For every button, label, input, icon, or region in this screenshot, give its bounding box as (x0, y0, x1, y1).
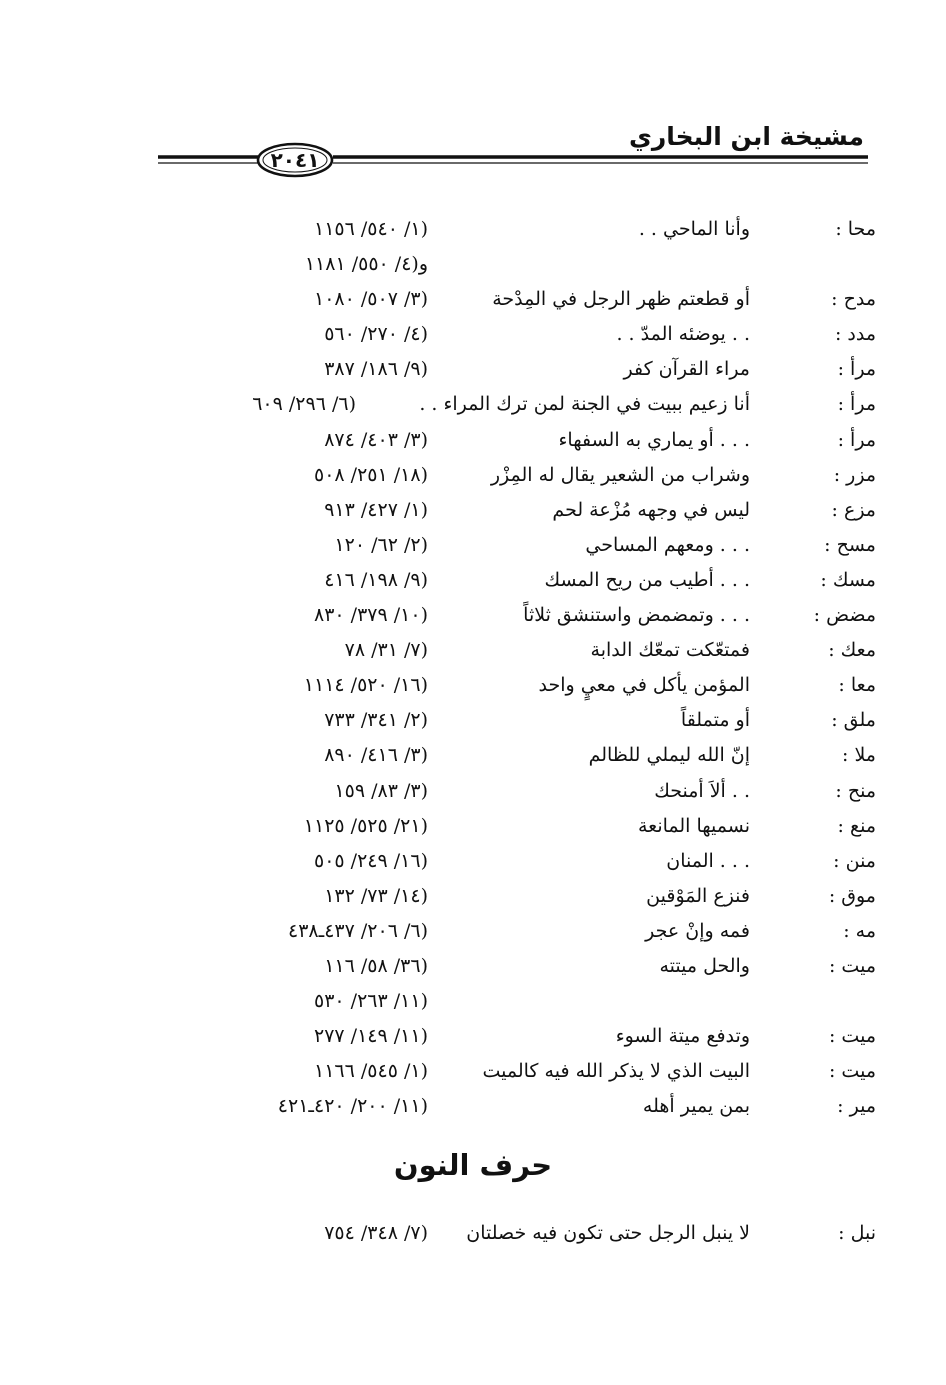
entry-row (0, 738, 946, 773)
running-title: مشيخة ابن البخاري (628, 122, 864, 151)
entry-text: وأنا الماحي . . (638, 218, 750, 240)
entry-text: المؤمن يأكل في معيٍ واحد (538, 674, 750, 697)
entry-ref: (٦/ ٢٠٦/ ٤٣٧ـ٤٣٨ (288, 919, 428, 942)
entry-row (0, 1089, 946, 1124)
entry-text: . . . المنان (666, 849, 750, 872)
entry-row (0, 598, 946, 633)
entry-ref: (١٤/ ٧٣/ ١٣٢ (324, 884, 428, 907)
entry-row (0, 844, 946, 879)
entry-row (0, 809, 946, 844)
entry-root: معا : (838, 674, 876, 697)
entry-text: أو متملقاً (680, 709, 750, 732)
entry-root: محا : (835, 218, 876, 240)
entry-root: مير : (837, 1095, 876, 1118)
entry-row (0, 247, 946, 282)
entry-root: منح : (835, 779, 876, 802)
entry-row (0, 317, 946, 352)
entry-row (0, 984, 946, 1019)
entry-row (0, 387, 946, 422)
entry-text: . . . ومعهم المساحي (585, 533, 750, 556)
entry-ref: (١١/ ٢٠٠/ ٤٢٠ـ٤٢١ (277, 1095, 428, 1118)
entry-root: ملق : (831, 709, 876, 732)
entry-root: مدح : (831, 288, 876, 311)
entry-root: مه : (843, 919, 876, 942)
entry-row (0, 1054, 946, 1089)
entry-row (0, 458, 946, 493)
entry-root: ميت : (828, 954, 876, 977)
entry-ref: (٣/ ٤٠٣/ ٨٧٤ (324, 428, 428, 451)
entry-text: البيت الذي لا يذكر الله فيه كالميت (482, 1060, 750, 1083)
entry-text: . . ألاَ أمنحك (654, 779, 750, 802)
page-number: ٢٠٤١ (270, 148, 320, 172)
entry-text: . . . أو يماري به السفهاء (558, 428, 750, 451)
entry-row (0, 703, 946, 738)
entry-ref: (٣٦/ ٥٨/ ١١٦ (324, 954, 428, 977)
entry-ref: (٢١/ ٥٢٥/ ١١٢٥ (303, 814, 428, 837)
entry-row (0, 879, 946, 914)
entry-ref: (١٠/ ٣٧٩/ ٨٣٠ (314, 604, 428, 627)
entries-list (0, 212, 946, 1124)
entry-row (0, 1019, 946, 1054)
entry-root: ميت : (828, 1025, 876, 1048)
entry-text: . . . أطيب من ريح المسك (544, 568, 750, 591)
entry-text: . . يوضئه المدّ . . (616, 323, 750, 346)
entry-root: ملا : (842, 744, 876, 767)
entry-text: إنّ الله ليملي للظالم (588, 744, 750, 767)
entry-ref: (٧/ ٣٤٨/ ٧٥٤ (324, 1222, 428, 1244)
entry-ref: (١٨/ ٢٥١/ ٥٠٨ (314, 463, 428, 486)
entry-text: بمن يمير أهله (642, 1095, 750, 1118)
entry-text: أنا زعيم ببيت في الجنة لمن ترك المراء . . (419, 393, 750, 416)
entry-root: منع : (837, 814, 876, 837)
entry-ref: (٢/ ٦٢/ ١٢٠ (334, 533, 428, 556)
entry-ref: (١/ ٤٢٧/ ٩١٣ (324, 498, 428, 521)
entry-ref: (٧/ ٣١/ ٧٨ (344, 639, 428, 662)
entry-row (0, 949, 946, 984)
entry-ref: (٦/ ٢٩٦/ ٦٠٩ (252, 393, 356, 416)
entry-row (0, 493, 946, 528)
entry-root: مسح : (824, 533, 876, 556)
entry-text: والحل ميتته (659, 954, 750, 977)
entry-ref: و(٤/ ٥٥٠/ ١١٨١ (304, 253, 428, 276)
entry-ref: (١/ ٥٤٥/ ١١٦٦ (314, 1060, 428, 1083)
entry-text: فمتعّكت تمعّك الدابة (590, 639, 750, 662)
entry-text: وشراب من الشعير يقال له المِزْر (490, 463, 750, 486)
entry-text: . . . وتمضمض واستنشق ثلاثاً (523, 604, 750, 627)
entry-text: فمه وإنْ عجر (645, 919, 750, 942)
entry-row (0, 423, 946, 458)
entry-row (0, 1216, 946, 1251)
entry-root: مرأ : (837, 393, 876, 416)
entry-ref: (٤/ ٢٧٠/ ٥٦٠ (324, 323, 428, 346)
entry-root: نبل : (838, 1222, 876, 1244)
entry-root: مدد : (834, 323, 876, 346)
entry-row (0, 774, 946, 809)
entry-text: فنزع المَوْقين (646, 884, 750, 907)
section-title: حرف النون (393, 1148, 553, 1182)
entry-root: مرأ : (837, 358, 876, 381)
entry-text: مراء القرآن كفر (623, 358, 750, 381)
entry-row (0, 352, 946, 387)
entry-ref: (٩/ ١٩٨/ ٤١٦ (324, 568, 428, 591)
entry-root: مرأ : (837, 428, 876, 451)
entry-root: مضض : (813, 604, 876, 627)
entry-row (0, 668, 946, 703)
header-rule (158, 140, 868, 180)
section-entries-list (0, 1216, 946, 1251)
entry-root: موق : (828, 884, 876, 907)
entry-row (0, 212, 946, 247)
entry-ref: (٩/ ١٨٦/ ٣٨٧ (324, 358, 428, 381)
entry-text: وتدفع ميتة السوء (615, 1025, 750, 1048)
entry-ref: (٣/ ٨٣/ ١٥٩ (334, 779, 428, 802)
entry-ref: (١/ ٥٤٠/ ١١٥٦ (314, 218, 428, 240)
entry-ref: (٣/ ٥٠٧/ ١٠٨٠ (314, 288, 428, 311)
entry-text: ليس في وجهه مُزْعة لحم (552, 498, 750, 521)
entry-text: لا ينبل الرجل حتى تكون فيه خصلتان (466, 1222, 750, 1244)
entry-ref: (١١/ ٢٦٣/ ٥٣٠ (314, 990, 428, 1013)
entry-row (0, 528, 946, 563)
entry-root: ميت : (828, 1060, 876, 1083)
entry-root: معك : (828, 639, 876, 662)
entry-root: مسك : (820, 568, 876, 591)
entry-text: نسميها المانعة (637, 814, 750, 837)
entry-root: مزر : (833, 463, 876, 486)
entry-row (0, 282, 946, 317)
entry-row (0, 914, 946, 949)
entry-ref: (١١/ ١٤٩/ ٢٧٧ (314, 1025, 428, 1048)
entry-row (0, 633, 946, 668)
entry-ref: (١٦/ ٢٤٩/ ٥٠٥ (314, 849, 428, 872)
entry-row (0, 563, 946, 598)
entry-root: منن : (833, 849, 876, 872)
entry-ref: (٢/ ٣٤١/ ٧٣٣ (324, 709, 428, 732)
entry-root: مزع : (831, 498, 876, 521)
entry-ref: (٣/ ٤١٦/ ٨٩٠ (324, 744, 428, 767)
entry-ref: (١٦/ ٥٢٠/ ١١١٤ (303, 674, 428, 697)
entry-text: أو قطعتم ظهر الرجل في المِدْحة (492, 288, 750, 311)
